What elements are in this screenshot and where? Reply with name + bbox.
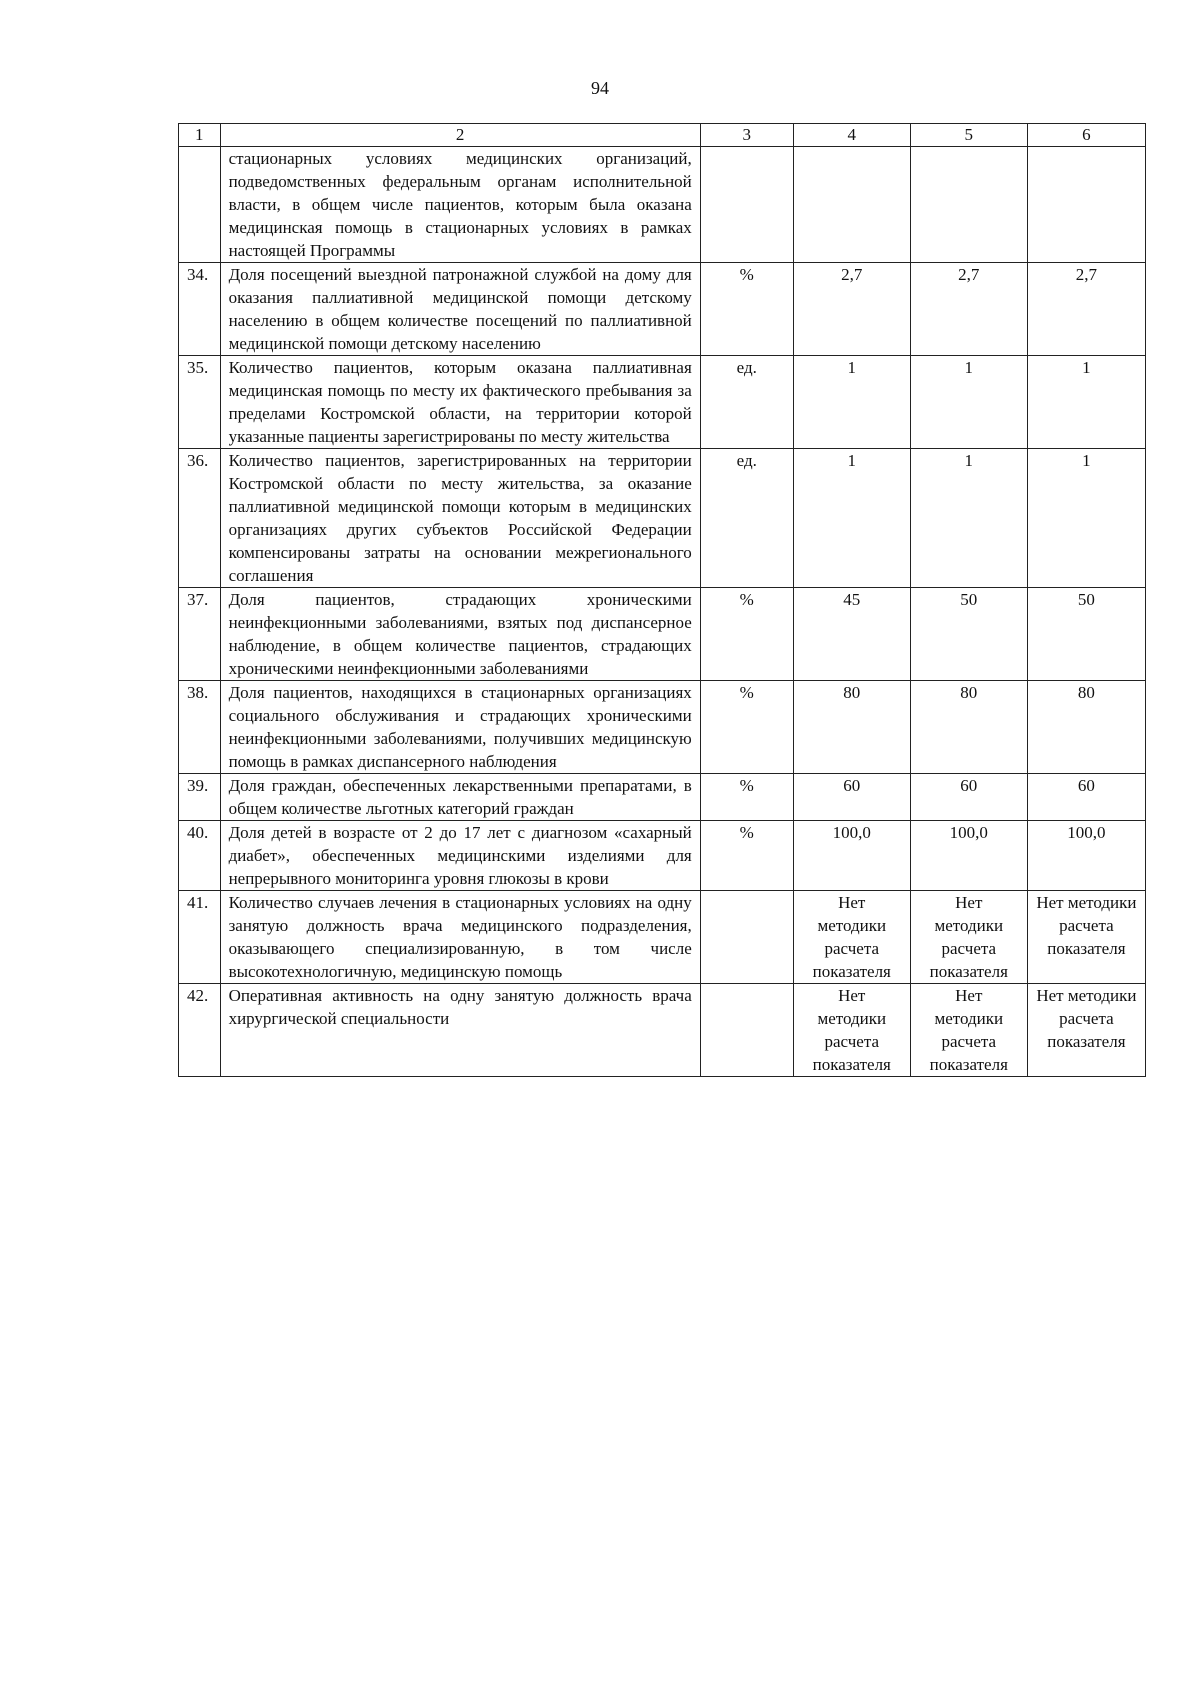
value-col5: 1	[910, 449, 1027, 588]
value-col5: 50	[910, 588, 1027, 681]
page-number: 94	[591, 78, 609, 98]
unit-cell: %	[700, 774, 793, 821]
table-header-row	[179, 124, 1146, 147]
value-col6	[1027, 147, 1145, 263]
value-col4: 1	[793, 356, 910, 449]
row-number: 34.	[179, 263, 221, 356]
row-number: 37.	[179, 588, 221, 681]
value-col6: 2,7	[1027, 263, 1145, 356]
header-cell: 5	[910, 124, 1027, 147]
value-col6: Нет методики расчета показателя	[1027, 891, 1145, 984]
value-col4: 60	[793, 774, 910, 821]
row-number: 35.	[179, 356, 221, 449]
value-col6: 60	[1027, 774, 1145, 821]
unit-cell: ед.	[700, 356, 793, 449]
unit-cell	[700, 147, 793, 263]
value-col4: 100,0	[793, 821, 910, 891]
indicator-name: Доля детей в возрасте от 2 до 17 лет с диагнозом «сахарный диабет», обеспеченных медицинскими изделиями для непрерывного мониторинга уровня глюкозы в крови	[220, 821, 700, 891]
header-cell: 3	[700, 124, 793, 147]
row-number: 40.	[179, 821, 221, 891]
table-row	[179, 681, 1146, 774]
value-col4: Нет методики расчета показателя	[793, 891, 910, 984]
value-col6: 100,0	[1027, 821, 1145, 891]
value-col4: 45	[793, 588, 910, 681]
row-number: 38.	[179, 681, 221, 774]
value-col6: Нет методики расчета показателя	[1027, 984, 1145, 1077]
table-row	[179, 984, 1146, 1077]
value-col5: 60	[910, 774, 1027, 821]
table-row	[179, 588, 1146, 681]
value-col5: 2,7	[910, 263, 1027, 356]
table-row	[179, 774, 1146, 821]
indicator-name: Количество пациентов, зарегистрированных на территории Костромской области по месту жительства, за оказание паллиативной медицинской помощи которым в медицинских организациях других субъектов Российской Федерации компенсированы затраты на основании межрегионального соглашения	[220, 449, 700, 588]
unit-cell: %	[700, 588, 793, 681]
header-cell: 4	[793, 124, 910, 147]
value-col6: 50	[1027, 588, 1145, 681]
unit-cell: ед.	[700, 449, 793, 588]
value-col6: 80	[1027, 681, 1145, 774]
header-cell: 6	[1027, 124, 1145, 147]
unit-cell: %	[700, 821, 793, 891]
row-number	[179, 147, 221, 263]
value-col5: Нет методики расчета показателя	[910, 984, 1027, 1077]
value-col5	[910, 147, 1027, 263]
header-cell: 1	[179, 124, 221, 147]
table-row	[179, 356, 1146, 449]
unit-cell	[700, 891, 793, 984]
indicator-name: Доля граждан, обеспеченных лекарственными препаратами, в общем количестве льготных категорий граждан	[220, 774, 700, 821]
value-col5: 80	[910, 681, 1027, 774]
value-col5: 1	[910, 356, 1027, 449]
value-col4: 2,7	[793, 263, 910, 356]
indicator-name: Количество пациентов, которым оказана паллиативная медицинская помощь по месту их фактического пребывания за пределами Костромской области, на территории которой указанные пациенты зарегистрированы по месту жительства	[220, 356, 700, 449]
indicator-name: Доля посещений выездной патронажной службой на дому для оказания паллиативной медицинской помощи детскому населению в общем количестве посещений по паллиативной медицинской помощи детскому населению	[220, 263, 700, 356]
row-number: 42.	[179, 984, 221, 1077]
table-row	[179, 449, 1146, 588]
table-row	[179, 821, 1146, 891]
indicator-name: Количество случаев лечения в стационарных условиях на одну занятую должность врача медицинского подразделения, оказывающего специализированную, в том числе высокотехнологичную, медицинскую помощь	[220, 891, 700, 984]
value-col5: Нет методики расчета показателя	[910, 891, 1027, 984]
value-col4: 1	[793, 449, 910, 588]
value-col6: 1	[1027, 356, 1145, 449]
indicator-name: Оперативная активность на одну занятую должность врача хирургической специальности	[220, 984, 700, 1077]
table-row	[179, 263, 1146, 356]
value-col6: 1	[1027, 449, 1145, 588]
indicators-table	[178, 123, 1146, 1077]
indicator-name: стационарных условиях медицинских организаций, подведомственных федеральным органам исполнительной власти, в общем числе пациентов, которым была оказана медицинская помощь в стационарных условиях в рамках настоящей Программы	[220, 147, 700, 263]
unit-cell	[700, 984, 793, 1077]
value-col4	[793, 147, 910, 263]
row-number: 36.	[179, 449, 221, 588]
value-col4: 80	[793, 681, 910, 774]
unit-cell: %	[700, 263, 793, 356]
indicator-name: Доля пациентов, находящихся в стационарных организациях социального обслуживания и страдающих хроническими неинфекционными заболеваниями, получивших медицинскую помощь в рамках диспансерного наблюдения	[220, 681, 700, 774]
header-cell: 2	[220, 124, 700, 147]
row-number: 41.	[179, 891, 221, 984]
table-row	[179, 147, 1146, 263]
table-row	[179, 891, 1146, 984]
unit-cell: %	[700, 681, 793, 774]
indicator-name: Доля пациентов, страдающих хроническими неинфекционными заболеваниями, взятых под диспансерное наблюдение, в общем количестве пациентов, страдающих хроническими неинфекционными заболеваниями	[220, 588, 700, 681]
value-col4: Нет методики расчета показателя	[793, 984, 910, 1077]
value-col5: 100,0	[910, 821, 1027, 891]
row-number: 39.	[179, 774, 221, 821]
